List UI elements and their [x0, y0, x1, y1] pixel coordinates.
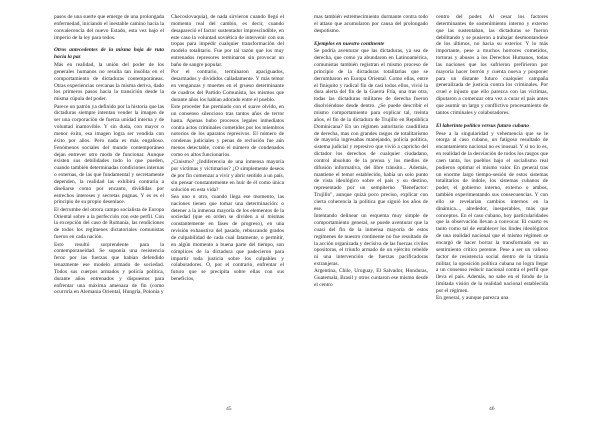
right-page-column-2 — [436, 14, 548, 406]
paragraph: Más en realidad, la unión del poder de los generales humanos no resulta tan insólita en el comportamiento de dictaduras contemporáneas. Otras experiencias cercanas la misma deriva, dado los primeros pasos hacia la transición desde la misma cúpula del poder. — [54, 62, 164, 103]
page-number-right: 46 — [489, 406, 495, 412]
paragraph: Parece un patrón ya definido por la historia que las dictaduras siempre intentan vender la imagen de ser una corporación de fuerza unidad interna y de voluntad inamovible. Y sin duda, con mayor o menor éxito, esa imagen logra ser vendida con éxito por años. Pero nada es más engañoso. Fenómenos sociales del mundo contemporáneo dejan entrever otro modo de funcionar. Aunque existen sus debilidades todo lo que pueden, cuando también determinadas condiciones internas o externas, de las que fundamental y secretamente dependen, la realidad las exhibirá contraria a diseñarse como por encanto, divididas por estrechos intereses y secretas pugnas. Y es es el principio de su propio desenlace. — [54, 103, 164, 206]
paragraph: En general, y aunque parezca una — [436, 295, 509, 302]
left-page-column-2 — [171, 14, 284, 406]
paragraph: Por el contrario, terminaron apaciguados, desarmados y divididos calladamente. Y más temor en venganzas y muertes en el grueso determinante de cuadros del Partido Comunista, los mismos que durante años los habían adorado entre el pueblo. — [171, 69, 284, 103]
paragraph: Esto resultó sorprendente para la contemporaneidad. Se suponía una resistencia feroz por las fuerzas que habían defendido tenazmente ese modelo armado de sociedad. Todos sus cuerpos armados y policía política, durante años entrenados y dispuestos para enfrentar una máxima amenaza de fin (como ocurriría en Alemania Oriental, Hungría, Polonia y — [54, 241, 164, 296]
paragraph: ¿Cinismo? ¿Indiferencia de una inmensa mayoría por víctimas y victimarios? ¿O simplemente deseos de por fin comenzar a vivir y abrir sentido a un país, sin pensar constantemente en huir de él como única solución en esta vida? — [171, 159, 284, 193]
paragraph: El derrumbe del otrora campo socialista de Europa Oriental sobre a la perfección con este perfil. Con la excepción del caso de Rumania, las rendiciones de todos los regímenes dictatoriales comunistas fueron en cada nación. — [54, 206, 164, 241]
paragraph: pasos de una suerte que emerge de una prolongada enfermedad, iniciando el inestable camino hacia la convalecencia del nuevo Estado, esta vez bajo el imperio de la ley para todos. — [54, 14, 164, 41]
right-page-column-1 — [314, 14, 428, 406]
paragraph: centro del poder. Al cesar los factores determinantes de sostenimiento interno y externo que las sustentaban, las dictaduras se fueron debilitando y se pusieron a trabajar desmontandose de los últimos, no hacia su exterior. Y lo más importante, pese a muchos horrores cometidos, torturas y abusos a los Derechos Humanos, todas las naciones que los sufrieron prefirieron por mayoría hacer borrón y cuenta nueva y posponer para un distante futuro cualquier campaña generalizada de justicia contra los criminales. Por cruel e injusto que ello parezca con las víctimas, diputaron a comenzar otra vez a curar el país antes que asumir un largo y conflictivo procesamiento de tantos criminales y colaboradores. — [436, 14, 548, 116]
paragraph: Este proceder fue premiado con el suave olvido, en un consenso silencioso tras tantos años de terror hasta. Apenas hubo procesos legales inmediatos contra actos criminales cometidos por los miembros notorios de los aparatos represivos. El número de condenas judiciales y penas de reclusión fue aún menos detectable, como el número de condenados como ex altos funcionarios. — [171, 103, 284, 158]
page-number-left: 45 — [226, 406, 232, 412]
section-heading: Ejemplos en nuestro continente — [314, 40, 385, 47]
paragraph: Argentina, Chile, Uruguay, El Salvador, Honduras, Guatemala, Brasil y otros cuntaron ese mismo desde el centro — [314, 268, 428, 289]
section-heading: Otros antecedentes de la misma hoja de ruta hacia la paz — [54, 47, 164, 61]
section-heading: El laberinto político versus futuro cubano — [436, 122, 530, 129]
paragraph: Checoslovaquia), de nada sirvieron cuando llegó el momento real del cambio, es decir, cuando desapareció el factor sustentador imprescindible, en este caso la voluntad soviética de intervenir con sus tropas para impedir cualquier transformación del modelo totalitario. Fue por tal razón que los muy entrenados represores terminaron sin provocar un baño de sangre popular. — [171, 14, 284, 68]
left-page-column-1 — [54, 14, 164, 406]
right-page — [300, 0, 600, 424]
paragraph: Sea uno u otro, cuando llega ese momento, las naciones tienen que tomar una determinación: o detener a la inmensa mayoría de los elementos de la sociedad (que en orden se dividen a sí mismas constantemente en fases de progreso), en una revisión exhaustiva del pasado, rebuscando grados de culpabilidad de cada cual fatamente, o permitir, en algún momento a buena parte del tiempo, son cómplices de la dictadura que padecieron para impartir toda justicia sobre los culpables y colaboradores. O, por el contrario, enfrentar el futuro que se precipita sobre ellas con sus beneficios, — [171, 193, 284, 283]
paragraph: Pese a la singularidad y vehemencia que se le otorga al caso cubano, un fatigoso resultado de encantamiento nacional no es inusual. Y si no lo es, en realidad de la desviación de todos los rasgos que caen tanta, los pueblos bajo el socialismo real pudieron optimar el mismo valor. En general tras un enorme largo tiempo-sesión de estos sistemas totalitarios de índole, los sistemas cubanos de poder, el gobierno interno, externo o ambos, también experimentando sus consecuencias. Y con ello se revelarían cambios internos en la dinámica..., alrededor, inesperables, más que conceptos. En el caso cubano, hoy particularidades que la observación llevan a convocar. El cuarto es tanto como tal de establecer los lindes ideológicos de una realidad nacional que el mismo régimen se encargó de hacer borrar la transformado en un sentimiento crítico perenne. Pese a ser un valioso factor de resistencia social dentro de la tiranía militar, la oposición política cubana no logra llegar a un consenso reducir nacional contra el perfil que lleva el país. Además, no sabe en el fondo de la limitada visión de la realidad nacional establecida por el régimen. — [436, 130, 548, 294]
paragraph: Intentando delinear un esquema muy simple de comportamiento general, se puede aventurar que la cuasi del fin de la inmensa mayoría de estos regímenes de nuestro continente no fue resultado de la acción organizada y decisiva de las fuerzas civiles opositoras, el triunfo armado de un ejército rebelde ni una intervención de fuerzas pacificadoras extranjeras. — [314, 213, 428, 268]
paragraph: mas también estremecimiento durmante contra todo el attaso que acumularon por causa del prolongado despotismo. — [314, 14, 428, 34]
paragraph: Se podría aventurar que las dictaduras, ya sea de derecha, que como ya abundaron en Latinoamérica, comunistas también registran el mismo proceso de principio de la dictaduras totalitarias que se derrumbaron en Europa Oriental. Como ellas, entre el finiquito y radical fin de casi todos ellos, vivió la dura alerta del fin de la Guerra Fría, una tras otra, todas las dictaduras militares de derecha fueron disolviéndose desde dentro. ¿Se puede describir el mismo comportamiento para explicar tal, treinta años, el fin de la dictadura de Trujillo en República Dominicana? En un régimen autoritario caudillista de derecha, mas con grandes rasgos de totalitarismo de mayoría ingresabas manejando, policía política, sistema judicial y represivo que vivió a capricho del dictador los derechos de cualquier ciudadano, control absoluto de la prensa y los medios de difusión informativa, del libre tránsito... Además, mantiene el temor establecido, había un solo punto de vista ideológico sobre el país y su destino, representado por un sempiterno "Benefactor: Trujillo", aunque quizá poco preciso, explicar con cierta coherencia la política gue siguió los años de ese. — [314, 48, 428, 212]
